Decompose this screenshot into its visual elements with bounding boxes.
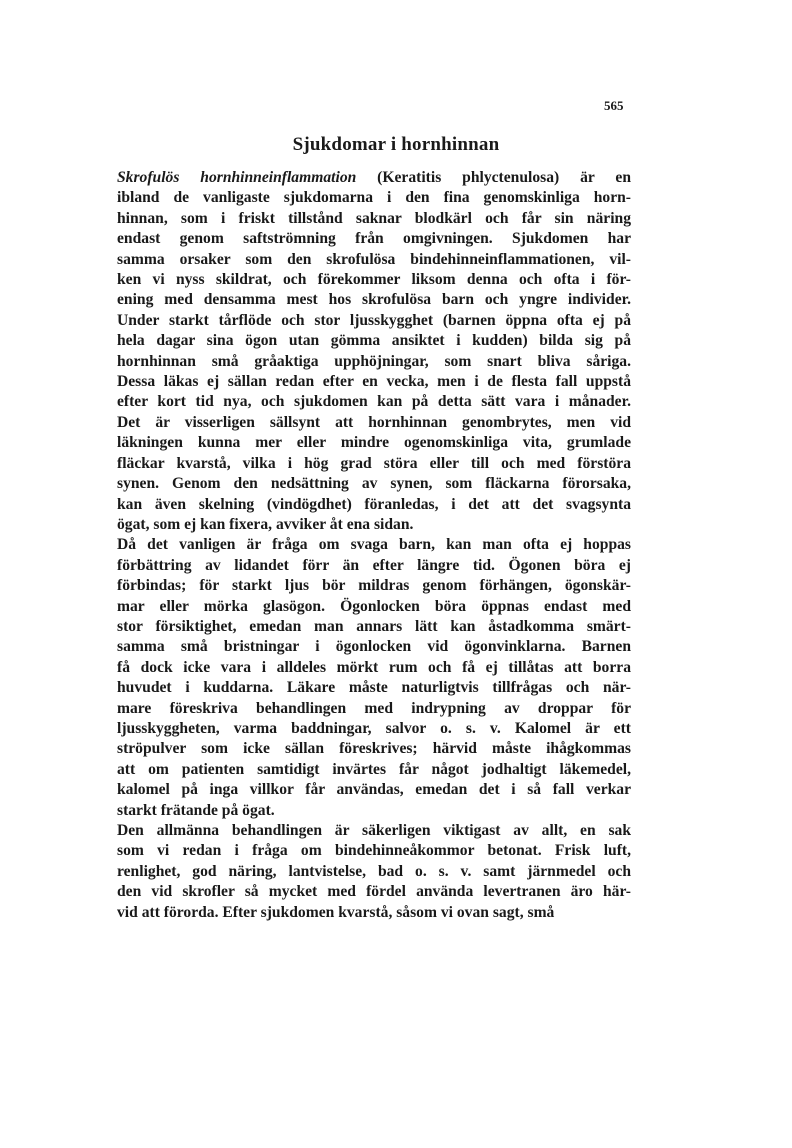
paragraph: [117, 535, 631, 821]
text-line: kalomel på inga villkor får användas, emedan det i så fall verkar: [117, 781, 631, 799]
text-line: läkningen kunna mer eller mindre ogenomskinliga vita, grumlade: [117, 434, 631, 452]
text-line: den vid skrofler så mycket med fördel använda levertranen äro här-: [117, 883, 631, 901]
text-line: synen. Genom den nedsättning av synen, som fläckarna förorsaka,: [117, 475, 631, 493]
text-line: efter kort tid nya, och sjukdomen kan på detta sätt vara i månader.: [117, 393, 631, 411]
text-line: ibland de vanligaste sjukdomarna i den fina genomskinliga horn-: [117, 189, 631, 207]
text-line: förbättring av lidandet förr än efter längre tid. Ögonen böra ej: [117, 556, 631, 574]
text-line: ljusskyggheten, varma baddningar, salvor o. s. v. Kalomel är ett: [117, 719, 631, 737]
text-line-rest: (Keratitis phlyctenulosa) är en: [356, 169, 631, 186]
text-line: att om patienten samtidigt invärtes får något jodhaltigt läkemedel,: [117, 760, 631, 778]
text-line: ögat, som ej kan fixera, avviker åt ena sidan.: [117, 515, 414, 533]
text-line: vid att förorda. Efter sjukdomen kvarstå, såsom vi ovan sagt, små: [117, 903, 555, 921]
text-line: som vi redan i fråga om bindehinneåkommor betonat. Frisk luft,: [117, 842, 631, 860]
text-line: [117, 168, 631, 188]
text-line: Det är visserligen sällsynt att hornhinnan genombrytes, men vid: [117, 413, 631, 431]
text-line: huvudet i kuddarna. Läkare måste naturligtvis tillfrågas och när-: [117, 679, 631, 697]
text-line: få dock icke vara i alldeles mörkt rum och få ej tillåtas att borra: [117, 658, 631, 676]
text-line: Då det vanligen är fråga om svaga barn, kan man ofta ej hoppas: [117, 536, 631, 554]
paragraph: [117, 168, 631, 535]
text-line: hinnan, som i friskt tillstånd saknar blodkärl och får sin näring: [117, 209, 631, 227]
text-line: Dessa läkas ej sällan redan efter en vecka, men i de flesta fall uppstå: [117, 373, 631, 391]
text-line: förbindas; för starkt ljus bör mildras genom förhängen, ögonskär-: [117, 577, 631, 595]
page-number: 565: [604, 98, 624, 113]
text-line: samma små bristningar i ögonlocken vid ögonvinklarna. Barnen: [117, 638, 631, 656]
text-line: starkt frätande på ögat.: [117, 801, 275, 819]
text-line: mar eller mörka glasögon. Ögonlocken böra öppnas endast med: [117, 597, 631, 615]
section-title: Sjukdomar i hornhinnan: [292, 134, 500, 155]
text-line: endast genom saftströmning från omgivningen. Sjukdomen har: [117, 230, 631, 248]
text-line: kan även skelning (vindögdhet) föranledas, i det att det svagsynta: [117, 495, 631, 513]
text-line: fläckar kvarstå, vilka i hög grad störa eller till och med förstöra: [117, 454, 631, 472]
text-line: mare föreskriva behandlingen med indrypning av droppar för: [117, 699, 631, 717]
paragraph: [117, 821, 631, 923]
text-line: hornhinnan små gråaktiga upphöjningar, som snart bliva såriga.: [117, 352, 631, 370]
italic-term: Skrofulös hornhinneinflammation: [117, 169, 357, 186]
text-line: hela dagar sina ögon utan gömma ansiktet i kudden) bilda sig på: [117, 332, 631, 350]
text-line: Den allmänna behandlingen är säkerligen viktigast av allt, en sak: [117, 822, 631, 839]
text-line: renlighet, god näring, lantvistelse, bad o. s. v. samt järnmedel och: [117, 862, 631, 880]
text-line: ströpulver som icke sällan föreskrives; härvid måste ihågkommas: [117, 740, 631, 758]
text-line: ening med densamma mest hos skrofulösa barn och yngre individer.: [117, 291, 631, 309]
text-line: samma orsaker som den skrofulösa bindehinneinflammationen, vil-: [117, 250, 631, 268]
text-line: ken vi nyss skildrat, och förekommer liksom denna och ofta i för-: [117, 271, 631, 289]
body-text: [117, 168, 631, 923]
text-line: stor försiktighet, emedan man annars lätt kan åstadkomma smärt-: [117, 617, 631, 635]
text-line: Under starkt tårflöde och stor ljusskygghet (barnen öppna ofta ej på: [117, 311, 631, 329]
